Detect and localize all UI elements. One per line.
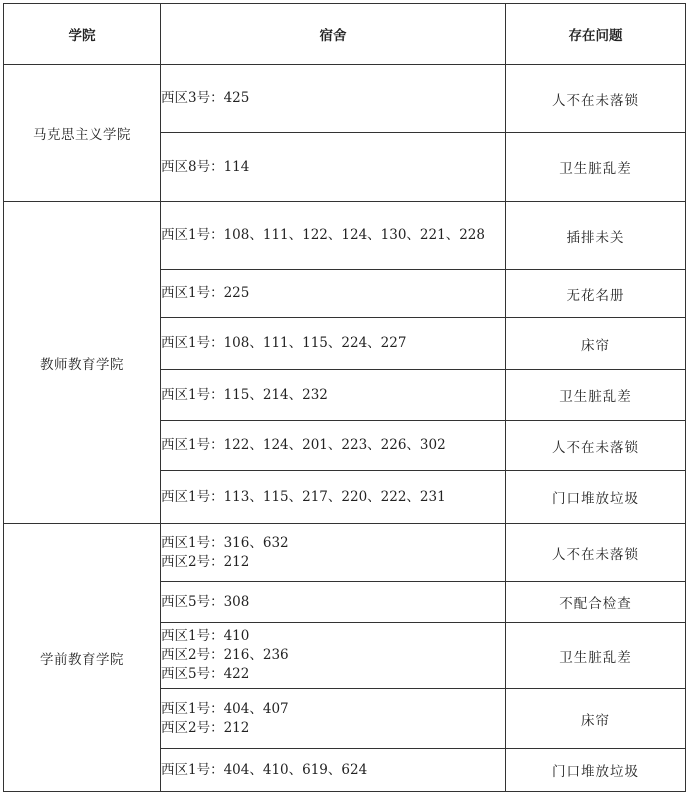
dorm-line: 西区1号：115、214、232	[161, 386, 328, 403]
header-row	[4, 4, 686, 65]
dorm-line: 西区2号：212	[161, 553, 250, 570]
issue-cell: 不配合检查	[506, 582, 686, 623]
issue-cell: 人不在未落锁	[506, 524, 686, 582]
college-cell: 马克思主义学院	[4, 65, 161, 202]
dorm-line: 西区3号：425	[161, 90, 250, 106]
dorm-line: 西区2号：216、236	[161, 647, 289, 663]
table-row	[4, 65, 686, 133]
dorm-cell	[161, 524, 506, 582]
dorm-line: 西区5号：422	[161, 666, 250, 682]
header-dorm: 宿舍	[161, 4, 506, 65]
college-cell: 学前教育学院	[4, 524, 161, 792]
dorm-cell	[161, 65, 506, 133]
dorm-inspection-table	[3, 3, 686, 792]
issue-cell: 床帘	[506, 318, 686, 370]
dorm-cell	[161, 270, 506, 318]
dorm-cell	[161, 202, 506, 270]
issue-cell: 无花名册	[506, 270, 686, 318]
dorm-cell	[161, 318, 506, 370]
dorm-line: 西区1号：225	[161, 285, 250, 301]
issue-cell: 床帘	[506, 689, 686, 749]
dorm-line: 西区1号：108、111、115、224、227	[161, 335, 407, 351]
issue-cell: 门口堆放垃圾	[506, 471, 686, 524]
issue-cell: 门口堆放垃圾	[506, 749, 686, 792]
dorm-line: 西区1号：404、410、619、624	[161, 761, 368, 778]
dorm-cell	[161, 370, 506, 421]
issue-cell: 人不在未落锁	[506, 421, 686, 471]
dorm-line: 西区1号：404、407	[161, 700, 289, 717]
dorm-line: 西区1号：410	[161, 628, 250, 644]
dorm-cell	[161, 582, 506, 623]
dorm-line: 西区8号：114	[161, 158, 250, 175]
dorm-line: 西区1号：108、111、122、124、130、221、228	[161, 227, 485, 243]
table-row	[4, 202, 686, 270]
dorm-cell	[161, 689, 506, 749]
issue-cell: 人不在未落锁	[506, 65, 686, 133]
dorm-line: 西区1号：122、124、201、223、226、302	[161, 437, 446, 453]
issue-cell: 插排未关	[506, 202, 686, 270]
header-college: 学院	[4, 4, 161, 65]
issue-cell: 卫生脏乱差	[506, 133, 686, 202]
header-issue: 存在问题	[506, 4, 686, 65]
dorm-line: 西区1号：113、115、217、220、222、231	[161, 488, 446, 505]
issue-cell: 卫生脏乱差	[506, 370, 686, 421]
issue-cell: 卫生脏乱差	[506, 623, 686, 689]
dorm-cell	[161, 421, 506, 471]
dorm-line: 西区2号：212	[161, 719, 250, 736]
dorm-cell	[161, 623, 506, 689]
dorm-cell	[161, 133, 506, 202]
dorm-cell	[161, 749, 506, 792]
dorm-cell	[161, 471, 506, 524]
table-row	[4, 524, 686, 582]
dorm-line: 西区1号：316、632	[161, 534, 289, 551]
college-cell: 教师教育学院	[4, 202, 161, 524]
dorm-line: 西区5号：308	[161, 593, 250, 610]
